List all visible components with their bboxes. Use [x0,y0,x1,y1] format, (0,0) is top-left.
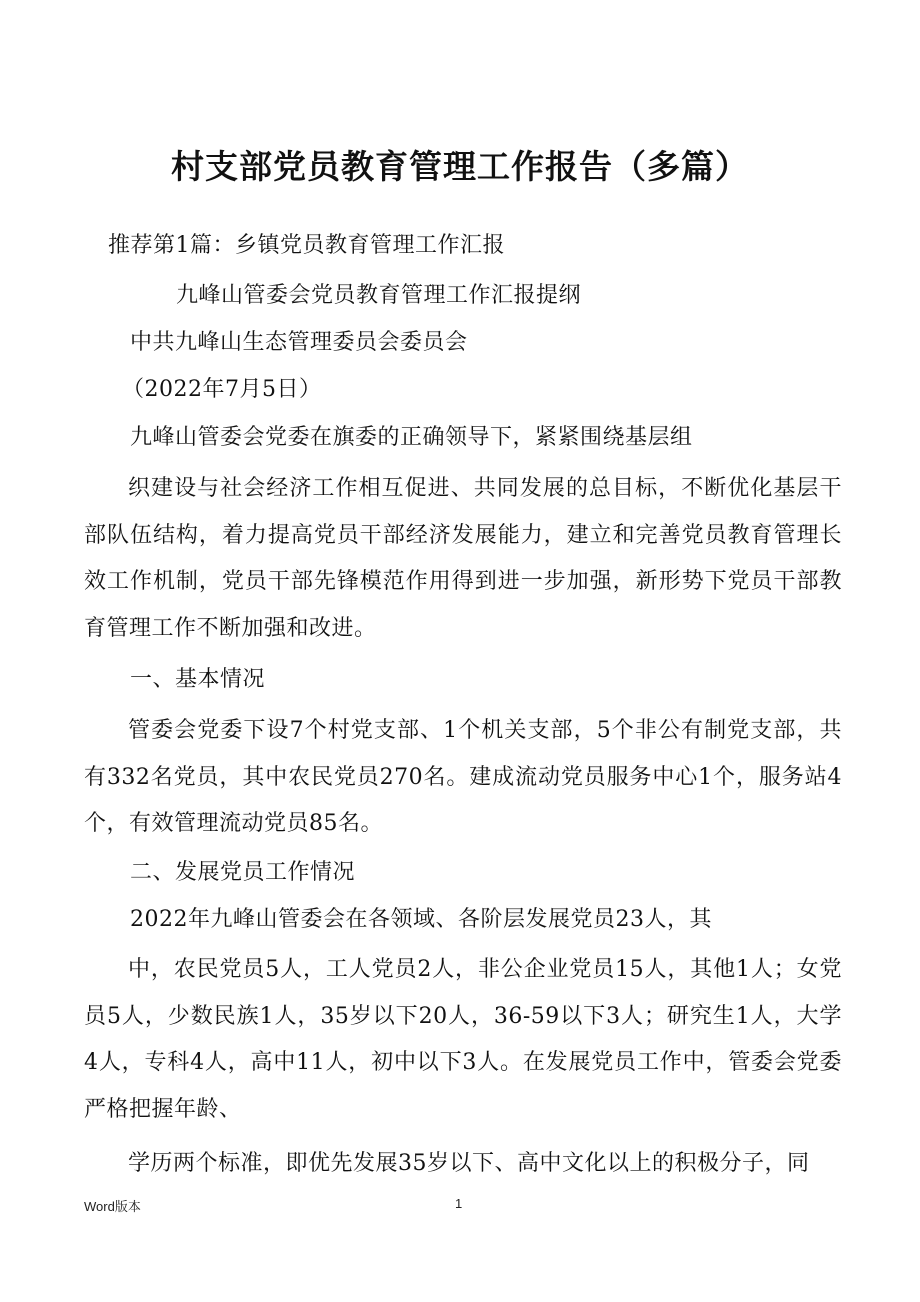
footer-word-version: Word版本 [84,1199,141,1214]
report-date: （2022年7月5日） [122,377,322,402]
intro-first-line: 九峰山管委会党委在旗委的正确领导下，紧紧围绕基层组 [130,425,693,450]
organization-name: 中共九峰山生态管理委员会委员会 [130,330,468,355]
document-title: 村支部党员教育管理工作报告（多篇） [171,147,749,186]
recommend-line: 推荐第1篇：乡镇党员教育管理工作汇报 [108,233,505,258]
intro-paragraph: 织建设与社会经济工作相互促进、共同发展的总目标，不断优化基层干部队伍结构，着力提高党员干部经济发展能力，建立和完善党员教育管理长效工作机制，党员干部先锋模范作用得到进一步加强，新形势下党员干部教育管理工作不断加强和改进。 [84,476,842,641]
development-paragraph: 中，农民党员5人，工人党员2人，非公企业党员15人，其他1人；女党员5人，少数民族1人，35岁以下20人，36-59以下3人；研究生1人，大学4人，专科4人，高中11人，初中以下3人。在发展党员工作中，管委会党委严格把握年龄、 [84,957,842,1122]
last-paragraph-line: 学历两个标准，即优先发展35岁以下、高中文化以上的积极分子，同 [128,1151,810,1176]
development-first-line: 2022年九峰山管委会在各领域、各阶层发展党员23人，其 [130,907,712,932]
section-heading-development: 二、发展党员工作情况 [130,860,356,885]
basic-situation-paragraph: 管委会党委下设7个村党支部、1个机关支部，5个非公有制党支部，共有332名党员，其中农民党员270名。建成流动党员服务中心1个，服务站4个，有效管理流动党员85名。 [84,718,842,837]
outline-subtitle: 九峰山管委会党员教育管理工作汇报提纲 [176,283,582,308]
section-heading-basic: 一、基本情况 [130,667,266,692]
footer-page-number: 1 [455,1196,463,1211]
